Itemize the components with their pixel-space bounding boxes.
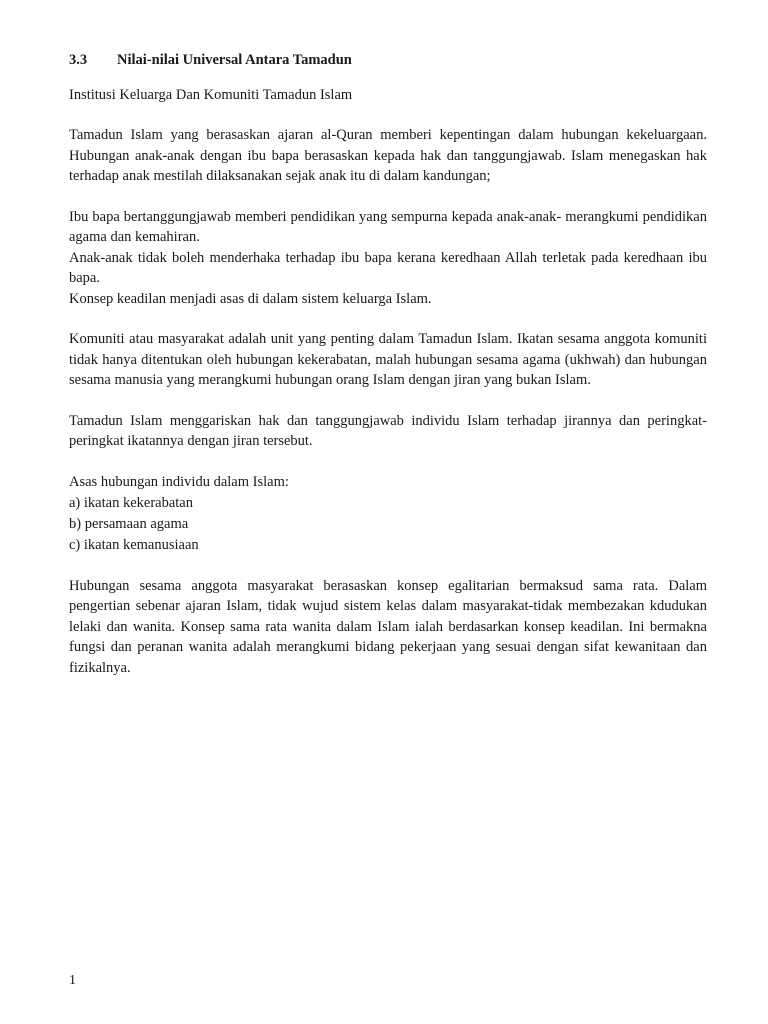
section-title: Nilai-nilai Universal Antara Tamadun: [117, 52, 352, 68]
list-intro: Asas hubungan individu dalam Islam:: [69, 473, 289, 490]
paragraph-ibu-bapa: Ibu bapa bertanggungjawab memberi pendidikan yang sempurna kepada anak-anak- merangkumi pendidikan agama dan kemahiran.: [69, 208, 707, 245]
section-number: 3.3: [69, 52, 88, 68]
section-heading: [69, 50, 707, 71]
list-item: a) ikatan kekerabatan: [69, 494, 193, 511]
paragraph-anak-anak: Anak-anak tidak boleh menderhaka terhadap ibu bapa kerana keredhaan Allah terletak pada keredhaan ibu bapa.: [69, 249, 707, 286]
paragraph-komuniti: Komuniti atau masyarakat adalah unit yang penting dalam Tamadun Islam. Ikatan sesama anggota komuniti tidak hanya ditentukan oleh hubungan kekerabatan, malah hubungan sesama agama (ukhwah) dan hubungan sesama manusia yang merangkumi hubungan orang Islam dengan jiran yang bukan Islam.: [69, 331, 707, 388]
list-item: b) persamaan agama: [69, 515, 189, 532]
paragraph-konsep-keadilan: Konsep keadilan menjadi asas di dalam sistem keluarga Islam.: [69, 290, 432, 307]
paragraph-kekeluargaan: Tamadun Islam yang berasaskan ajaran al-Quran memberi kepentingan dalam hubungan kekeluargaan. Hubungan anak-anak dengan ibu bapa berasaskan kepada hak dan tanggungjawab. Islam menegaskan hak terhadap anak mestilah dilaksanakan sejak anak itu di dalam kandungan;: [69, 127, 707, 184]
paragraph-egalitarian: Hubungan sesama anggota masyarakat berasaskan konsep egalitarian bermaksud sama rata. Dalam pengertian sebenar ajaran Islam, tidak wujud sistem kelas dalam masyarakat-tidak membezakan kdudukan lelaki dan wanita. Konsep sama rata wanita dalam Islam ialah berdasarkan konsep keadilan. Ini bermakna fungsi dan peranan wanita adalah merangkumi bidang pekerjaan yang sesuai dengan sifat kewanitaan dan fizikalnya.: [69, 577, 707, 676]
paragraph-jiran: Tamadun Islam menggariskan hak dan tanggungjawab individu Islam terhadap jirannya dan peringkat-peringkat ikatannya dengan jiran tersebut.: [69, 412, 707, 449]
subheading: Institusi Keluarga Dan Komuniti Tamadun Islam: [69, 87, 353, 103]
page-number: 1: [69, 973, 76, 988]
list-item: c) ikatan kemanusiaan: [69, 536, 199, 553]
asas-hubungan-list: [69, 493, 707, 556]
document-page: [69, 50, 707, 698]
